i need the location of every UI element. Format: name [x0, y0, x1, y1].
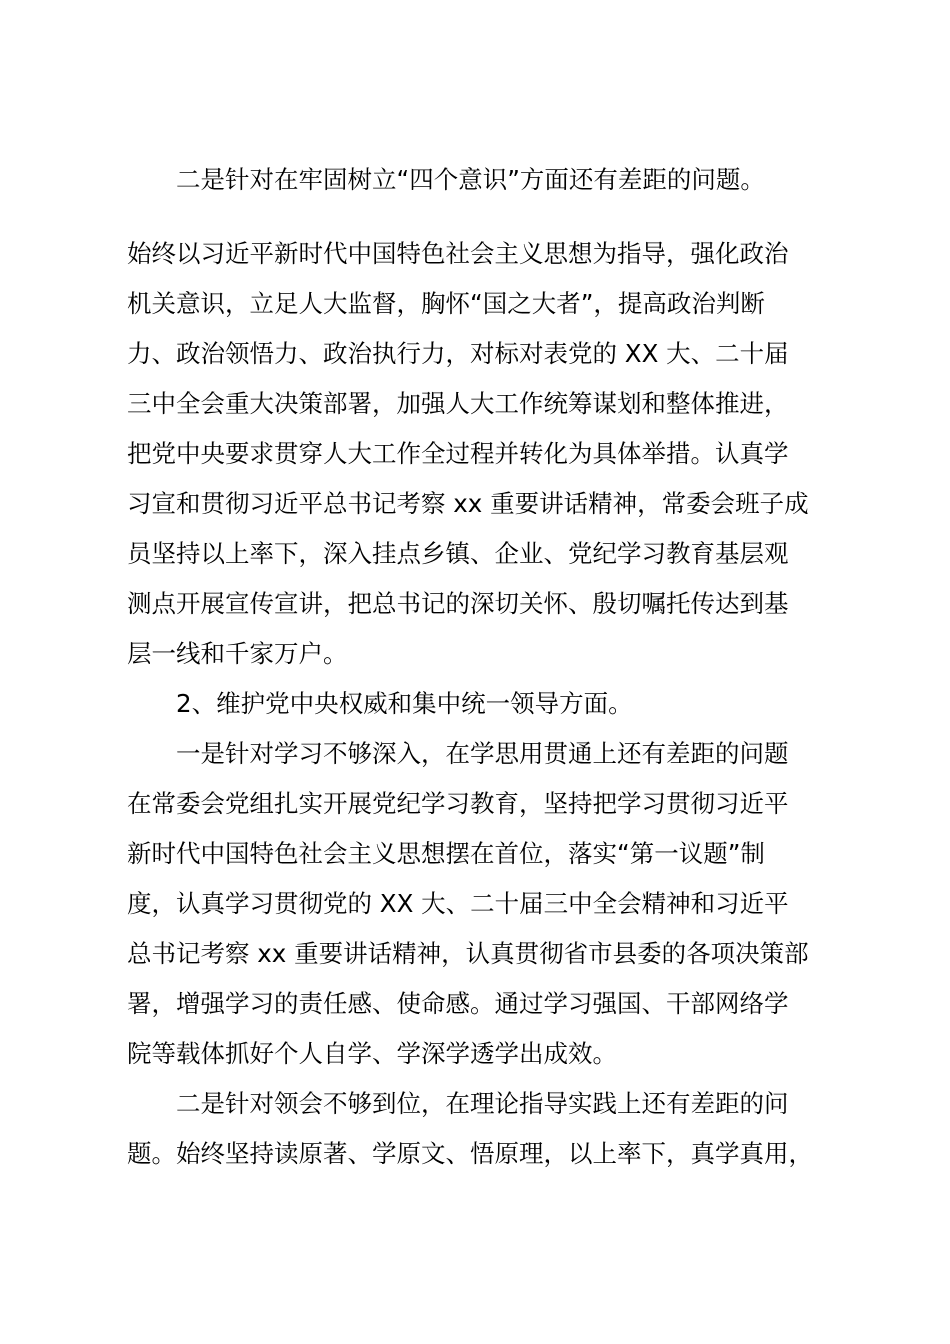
text-line: 测点开展宣传宣讲，把总书记的深切关怀、殷切嘱托传达到基 [127, 589, 789, 618]
section-heading: 2、维护党中央权威和集中统一领导方面。 [176, 689, 633, 718]
text-line: 院等载体抓好个人自学、学深学透学出成效。 [127, 1039, 617, 1068]
text-line: 二是针对在牢固树立“四个意识”方面还有差距的问题。 [176, 165, 765, 194]
text-line: 层一线和千家万户。 [127, 639, 348, 668]
text-line: 总书记考察 xx 重要讲话精神，认真贯彻省市县委的各项决策部 [127, 939, 809, 968]
text-line: 在常委会党组扎实开展党纪学习教育，坚持把学习贯彻习近平 [127, 789, 789, 818]
text-line: 三中全会重大决策部署，加强人大工作统筹谋划和整体推进， [127, 389, 789, 418]
text-line: 署，增强学习的责任感、使命感。通过学习强国、干部网络学 [127, 989, 789, 1018]
text-line: 机关意识，立足人大监督，胸怀“国之大者”，提高政治判断 [127, 289, 765, 318]
text-line: 度，认真学习贯彻党的 XX 大、二十届三中全会精神和习近平 [127, 889, 789, 918]
text-line: 力、政治领悟力、政治执行力，对标对表党的 XX 大、二十届 [127, 339, 789, 368]
text-line: 始终以习近平新时代中国特色社会主义思想为指导，强化政治 [127, 239, 789, 268]
text-line: 习宣和贯彻习近平总书记考察 xx 重要讲话精神，常委会班子成 [127, 489, 809, 518]
text-line: 新时代中国特色社会主义思想摆在首位，落实“第一议题”制 [127, 839, 765, 868]
text-line: 一是针对学习不够深入，在学思用贯通上还有差距的问题 [176, 739, 789, 768]
text-line: 题。始终坚持读原著、学原文、悟原理，以上率下，真学真用， [127, 1139, 813, 1168]
text-line: 员坚持以上率下，深入挂点乡镇、企业、党纪学习教育基层观 [127, 539, 789, 568]
text-line: 把党中央要求贯穿人大工作全过程并转化为具体举措。认真学 [127, 439, 789, 468]
text-line: 二是针对领会不够到位，在理论指导实践上还有差距的问 [176, 1089, 789, 1118]
